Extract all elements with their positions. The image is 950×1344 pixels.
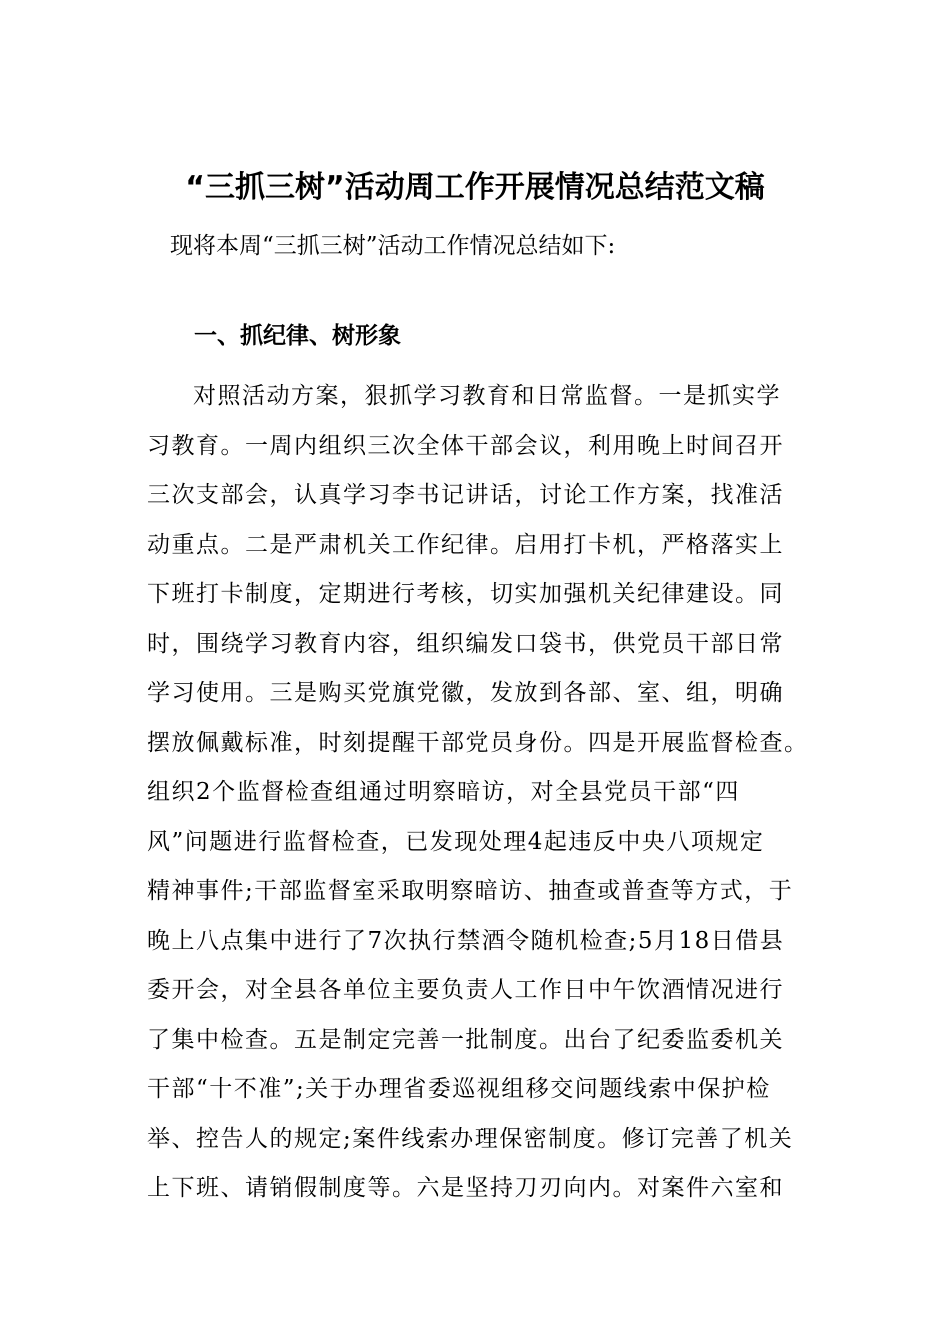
body-line: 对照活动方案，狠抓学习教育和日常监督。一是抓实学 — [193, 383, 781, 409]
body-line: 三次支部会，认真学习李书记讲话，讨论工作方案，找准活 — [147, 482, 784, 508]
document-title: “三抓三树”活动周工作开展情况总结范文稿 — [185, 170, 765, 205]
body-line: 学习使用。三是购买党旗党徽，发放到各部、室、组，明确 — [147, 680, 784, 706]
body-line: 干部“十不准”;关于办理省委巡视组移交问题线索中保护检 — [147, 1076, 771, 1102]
body-line: 委开会，对全县各单位主要负责人工作日中午饮酒情况进行 — [147, 977, 784, 1003]
body-line: 摆放佩戴标准，时刻提醒干部党员身份。四是开展监督检查。 — [147, 729, 809, 756]
body-line: 风”问题进行监督检查，已发现处理4起违反中央八项规定 — [147, 828, 765, 855]
body-line: 组织2个监督检查组通过明察暗访，对全县党员干部“四 — [147, 779, 740, 805]
body-line: 举、控告人的规定;案件线索办理保密制度。修订完善了机关 — [147, 1125, 794, 1152]
body-line: 下班打卡制度，定期进行考核，切实加强机关纪律建设。同 — [147, 581, 784, 607]
body-line: 习教育。一周内组织三次全体干部会议，利用晚上时间召开 — [147, 432, 784, 459]
body-line: 了集中检查。五是制定完善一批制度。出台了纪委监委机关 — [147, 1026, 784, 1053]
section-heading: 一、抓纪律、树形象 — [194, 323, 401, 349]
body-line: 精神事件;干部监督室采取明察暗访、抽查或普查等方式，于 — [147, 878, 794, 904]
body-line: 时，围绕学习教育内容，组织编发口袋书，供党员干部日常 — [147, 630, 784, 657]
body-line: 动重点。二是严肃机关工作纪律。启用打卡机，严格落实上 — [147, 531, 784, 558]
body-line: 晚上八点集中进行了7次执行禁酒令随机检查;5月18日借县 — [147, 927, 785, 954]
intro-paragraph: 现将本周“三抓三树”活动工作情况总结如下: — [170, 233, 616, 259]
body-line: 上下班、请销假制度等。六是坚持刀刃向内。对案件六室和 — [147, 1175, 784, 1201]
body-paragraph — [147, 372, 847, 1214]
